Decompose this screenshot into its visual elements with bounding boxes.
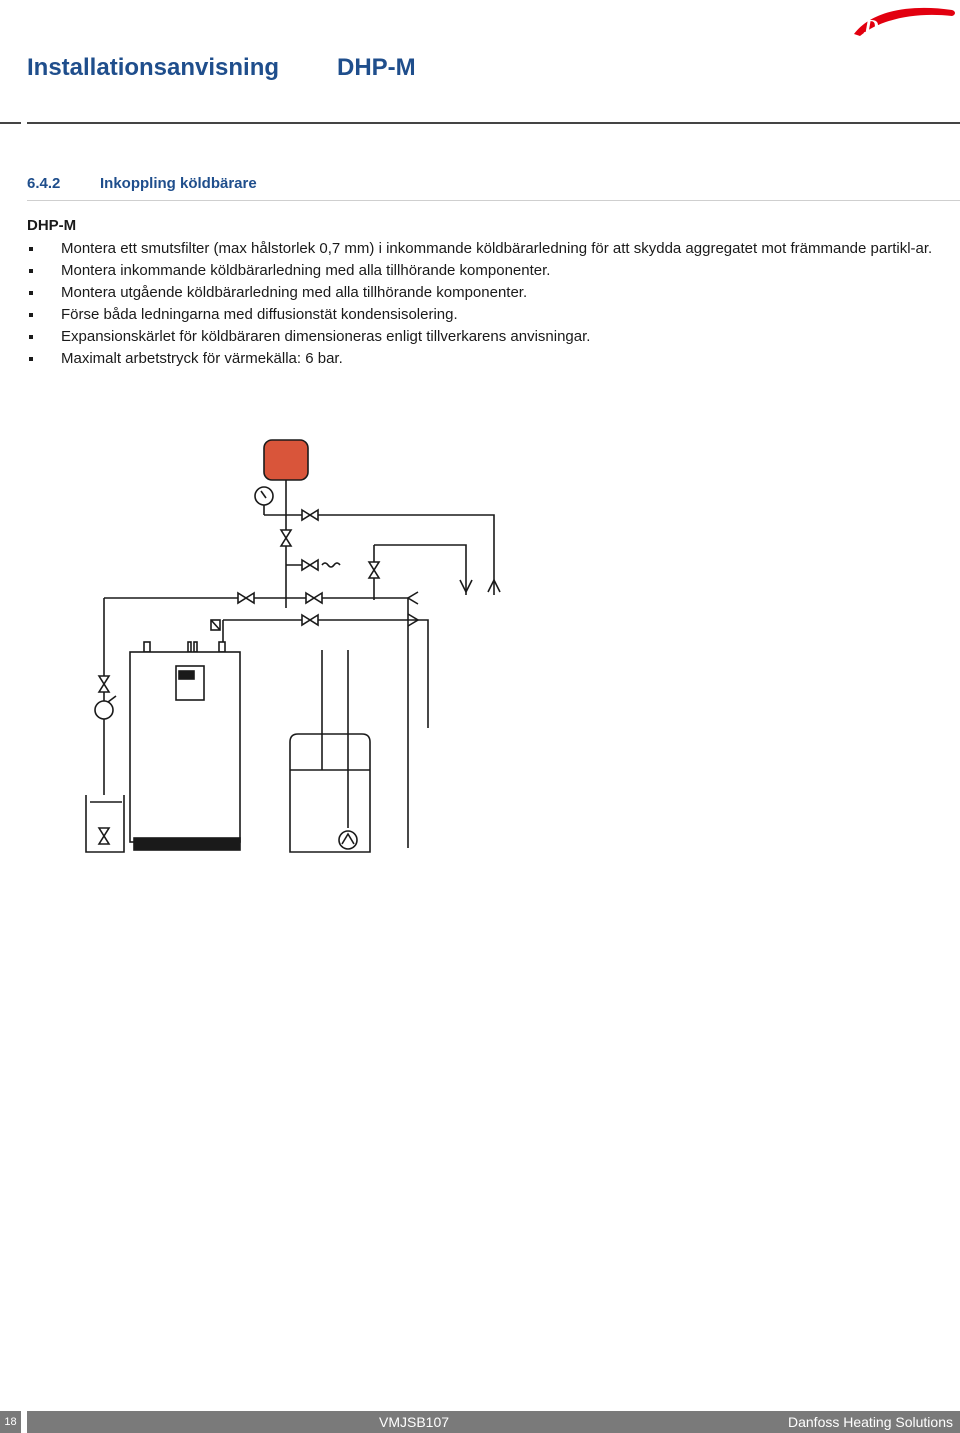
list-item — [27, 238, 952, 260]
document-title: Installationsanvisning — [27, 54, 280, 81]
valve-icon — [302, 615, 318, 625]
valve-icon — [238, 593, 254, 603]
filter-icon — [211, 620, 220, 630]
bullet-icon — [29, 335, 33, 339]
valve-icon — [306, 593, 322, 603]
header-rule — [27, 122, 960, 124]
section-title: Inkoppling köldbärare — [100, 175, 257, 192]
header-rule-left — [0, 122, 21, 124]
list-item — [27, 282, 952, 304]
flow-arrow-icon — [408, 592, 418, 626]
safety-valve-icon — [302, 560, 340, 570]
list-item — [27, 326, 952, 348]
list-item-text: Förse båda ledningarna med diffusionstät kondensisolering. — [61, 306, 458, 323]
list-item-text: Expansionskärlet för köldbäraren dimensioneras enligt tillverkarens anvisningar. — [61, 328, 591, 345]
valve-icon — [302, 510, 318, 520]
bullet-icon — [29, 291, 33, 295]
list-item-text: Montera ett smutsfilter (max hålstorlek 0,7 mm) i inkommande köldbärarledning för att skydda aggregatet mot främmande partikl-ar. — [61, 240, 933, 257]
section-number: 6.4.2 — [27, 175, 61, 192]
instruction-list — [27, 238, 952, 370]
list-item-text: Montera utgående köldbärarledning med alla tillhörande komponenter. — [61, 284, 528, 301]
company-name: Danfoss Heating Solutions — [788, 1414, 953, 1430]
product-name: DHP-M — [337, 54, 416, 81]
collector-tank-icon — [86, 795, 124, 852]
pressure-gauge-icon — [95, 696, 116, 719]
bullet-icon — [29, 269, 33, 273]
page-number: 18 — [0, 1411, 21, 1433]
pressure-gauge-icon — [255, 487, 273, 515]
document-code: VMJSB107 — [379, 1414, 450, 1430]
bullet-icon — [29, 357, 33, 361]
bullet-icon — [29, 247, 33, 251]
list-item-text: Montera inkommande köldbärarledning med alla tillhörande komponenter. — [61, 262, 551, 279]
valve-icon — [369, 562, 379, 578]
subheading: DHP-M — [27, 217, 77, 234]
svg-text:Danfoss: Danfoss — [864, 16, 932, 38]
valve-icon — [99, 676, 109, 692]
danfoss-logo — [852, 4, 958, 44]
section-rule — [27, 200, 960, 201]
list-item-text: Maximalt arbetstryck för värmekälla: 6 bar. — [61, 350, 343, 367]
heat-pump-unit-icon — [130, 642, 240, 850]
expansion-vessel-icon — [264, 440, 308, 515]
pump-icon — [339, 831, 357, 849]
list-item — [27, 260, 952, 282]
brine-connection-diagram — [78, 430, 508, 860]
list-item — [27, 304, 952, 326]
valve-icon — [281, 530, 291, 546]
bullet-icon — [29, 313, 33, 317]
list-item — [27, 348, 952, 370]
